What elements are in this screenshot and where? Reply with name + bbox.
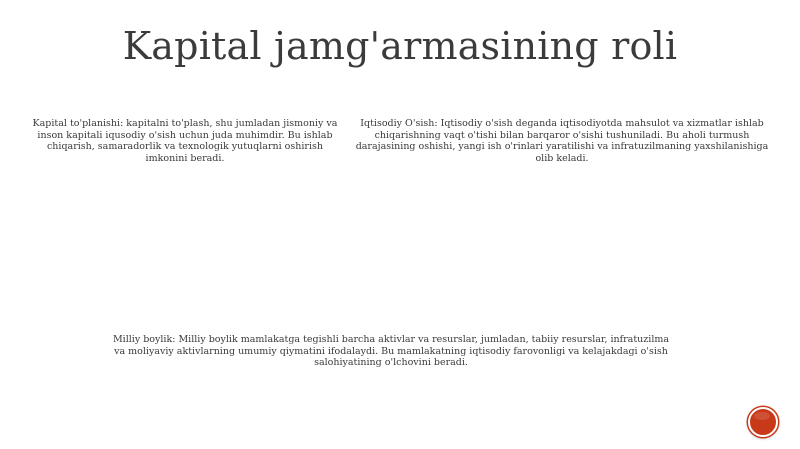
red-circle-nav-icon[interactable] [748,407,778,437]
text-block-economic-growth: Iqtisodiy O'sish: Iqtisodiy o'sish deganda iqtisodiyotda mahsulot va xizmatlar ishlab chiqarishning vaqt o'tishi bilan barqaror o'sishi tushuniladi. Bu aholi turmush darajasining oshishi, yangi ish o'rinlari yaratilishi va infratuzilmaning yaxshilanishiga olib keladi. [355,118,769,164]
text-block-capital-accumulation: Kapital to'planishi: kapitalni to'plash, shu jumladan jismoniy va inson kapitali iqusodiy o'sish uchun juda muhimdir. Bu ishlab chiqarish, samaradorlik va texnologik yutuqlarni oshirish imkonini beradi. [32,118,338,164]
text-block-national-wealth: Milliy boylik: Milliy boylik mamlakatga tegishli barcha aktivlar va resurslar, jumladan, tabiiy resurslar, infratuzilma va moliyaviy aktivlarning umumiy qiymatini ifodalaydi. Bu mamlakatning iqtisodiy farovonligi va kelajakdagi o'sish salohiyatining o'lchovini beradi. [112,334,670,368]
slide-title: Kapital jamg'armasining roli [122,24,678,68]
